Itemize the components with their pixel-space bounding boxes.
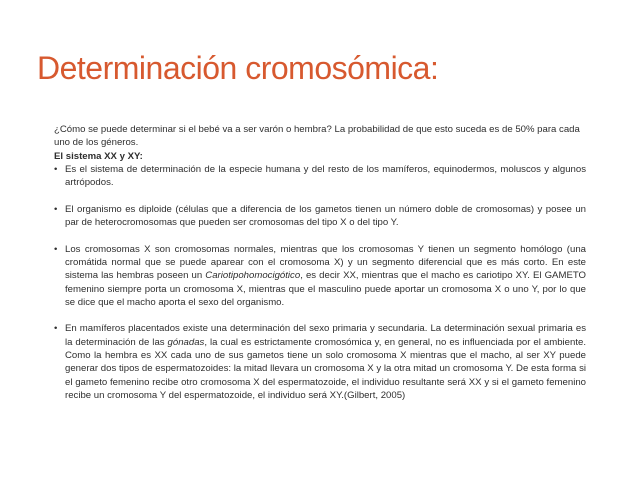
intro-paragraph: ¿Cómo se puede determinar si el bebé va a ser varón o hembra? La probabilidad de que esto suceda es de 50% para cada uno de los géneros.	[54, 124, 580, 149]
slide-title: Determinación cromosómica:	[37, 50, 439, 86]
spacer	[54, 309, 586, 322]
bullet-text-3-emphasis: Cariotipohomocigótico	[205, 270, 301, 282]
bullet-text-1: Es el sistema de determinación de la especie humana y del resto de los mamíferos, equinodermos, moluscos y algunos artrópodos.	[65, 163, 586, 189]
spacer	[54, 189, 586, 202]
bullet-text-3b: , es decir XX, mientras que el macho es cariotipo XY. El GAMETO femenino siempre porta un cromosoma X, mientras que el masculino puede aportar un cromosoma X o uno Y, por lo que se dice que el macho aporta el sexo del organismo.	[65, 270, 586, 308]
bullet-icon: •	[54, 323, 58, 335]
bullet-item-2	[54, 203, 586, 230]
bullet-text-2: El organismo es diploide (células que a diferencia de los gametos tienen un número doble de cromosomas) y posee un par de heterocromosomas que pueden ser cromosomas del tipo X o del tipo Y.	[65, 203, 586, 229]
spacer	[54, 229, 586, 242]
slide-content	[54, 123, 586, 402]
bullet-icon: •	[54, 203, 58, 215]
bullet-item-4	[54, 322, 586, 402]
bullet-item-1	[54, 163, 586, 190]
bullet-text-4b: , la cual es estrictamente cromosómica y, en general, no es influenciada por el ambiente. Como la hembra es XX cada uno de sus gametos tiene un solo cromosoma X mientras que el macho, al ser XY puede generar dos tipos de espermatozoides: la mitad llevara un cromosoma X y la otra mitad un cromosoma Y. De esta forma si el gameto femenino recibe otro cromosoma X del espermatozoide, el individuo resultante será XX y si el gameto femenino recibe un cromosoma Y del espermatozoide, el individuo será XY.(Gilbert, 2005)	[65, 336, 586, 401]
bullet-icon: •	[54, 163, 58, 175]
bullet-text-4a: En mamíferos placentados existe una determinación del sexo primaria y secundaria. La determinación sexual primaria es la determinación de las	[65, 323, 586, 348]
section-heading: El sistema XX y XY:	[54, 150, 143, 162]
bullet-text-4-emphasis: gónadas	[167, 336, 205, 348]
bullet-item-3	[54, 243, 586, 309]
bullet-text-3a: Los cromosomas X son cromosomas normales, mientras que los cromosomas Y tienen un segmento homólogo (una cromátida normal que se puede aparear con el cromosoma X) y un segmento diferencial que es más corto. En este sistema las hembras poseen un	[65, 243, 586, 282]
bullet-icon: •	[54, 243, 58, 255]
